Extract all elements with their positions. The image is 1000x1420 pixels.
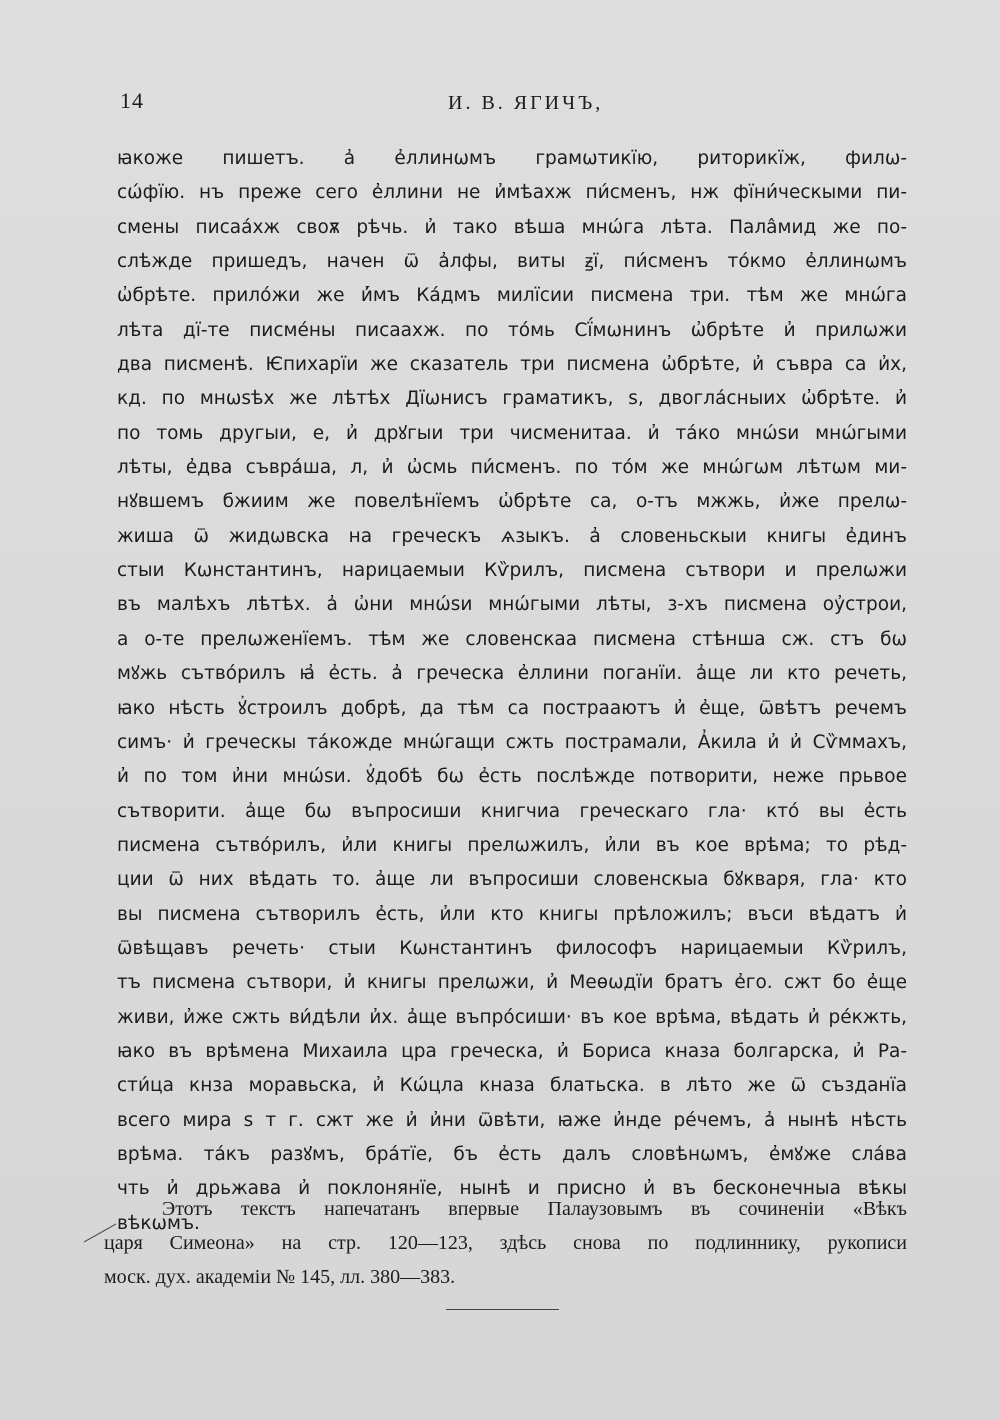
text-line: тъ писмена сътвори, и҆ книгы прелωжи, и҆ Меѳωдїи братъ е҆го. сжт бо е҆ще: [117, 972, 907, 994]
text-line: слѣжде пришедъ, начен ѿ а҆лфы, виты ꙃї, пи́сменъ то́кмо е҆ллинωмъ: [117, 251, 907, 273]
running-head: И. В. ЯГИЧЪ,: [448, 92, 604, 114]
text-line: вы писмена сътворилъ е҆сть, и҆ли кто книгы прѣложилъ; въси вѣдатъ и҆: [117, 903, 907, 925]
text-line: и҆ по том и҆ни мнѡ́ѕи. ꙋ҆добѣ бω е҆сть послѣжде потворити, неже прьвое: [117, 766, 907, 788]
text-line: чть и҆ дрьжава и҆ поклонянїе, нынѣ и присно и҆ въ бесконечныа вѣкы: [117, 1178, 907, 1200]
text-line: ции ѿ них вѣдать то. а҆ще ли въпросиши словенскыа бꙋкваря, гла· кто: [117, 869, 907, 891]
text-line: въ малѣхъ лѣтѣх. а҆ ѡ҆ни мнѡ́ѕи мнѡ́гыми лѣты, з-хъ писмена оу҆строи,: [117, 594, 907, 616]
text-line: врѣма. та́къ разꙋмъ, бра́тїе, бъ е҆сть далъ словѣнωмъ, е҆мꙋже сла́ва: [117, 1143, 907, 1165]
text-line: стыи Кωнстантинъ, нарицаемыи Кѷрилъ, писмена сътвори и прелωжи: [117, 560, 907, 582]
text-line: живи, и҆же сжть ви́дѣли и҆х. а҆ще въпро́сиши· въ кое врѣма, вѣдать и҆ ре́кжть,: [117, 1006, 907, 1028]
note-line: моск. дух. академіи № 145, лл. 380—383.: [104, 1266, 456, 1288]
section-divider: [446, 1309, 559, 1310]
note-line: Этотъ текстъ напечатанъ впервые Палаузовымъ въ сочиненіи «Вѣкъ: [162, 1198, 907, 1220]
text-line: лѣта дї-те писме́ны писаахж. по то́мь Сї́мωнинъ ѡ҆брѣте и҆ прилωжи: [117, 319, 907, 341]
text-line: вѣкωмъ.: [117, 1212, 200, 1234]
text-line: всего мира ѕ т г. сжт же и҆ и҆ни ѿвѣти, ꙗже и҆нде ре́чемъ, а҆ нынѣ нѣсть: [117, 1109, 907, 1131]
text-line: писмена сътво́рилъ, и҆ли книгы прелωжилъ, и҆ли въ кое врѣма; то рѣд-: [117, 834, 907, 856]
text-line: ꙗко нѣсть ꙋ҆строилъ добрѣ, да тѣм са пострааютъ и҆ е҆ще, ѿвѣтъ речемъ: [117, 697, 907, 719]
text-line: нꙋвшемъ бжиим же повелѣнїемъ ѡ҆брѣте са, о-тъ мжжь, и҆же прелω-: [117, 491, 907, 513]
text-line: ꙗкоже пишетъ. а҆ е҆ллинωмъ грамωтикїю, риторикїж, филω-: [117, 148, 907, 169]
page-number: 14: [120, 88, 144, 113]
text-line: по томь другыи, е, и҆ дрꙋгыи три чисменитаа. и҆ та́ко мнѡ́ѕи мнѡ́гыми: [117, 422, 907, 444]
text-line: жиша ѿ жидωвска на греческъ ѧзыкъ. а҆ словеньскыи книгы е҆динъ: [117, 525, 907, 547]
text-line: лѣты, е҆два съвра́ша, л, и҆ ѡ҆смь пи́сменъ. по то́м же мнѡ́гωм лѣтωм ми-: [117, 457, 907, 479]
old-slavonic-text: [117, 142, 907, 1275]
text-line: сти́ца кнза моравьска, и҆ Кѡ́цла кназа блатьска. в лѣто же ѿ създанїа: [117, 1075, 907, 1097]
text-line: сътворити. а҆ще бω въпросиши книгчиа греческаго гла· кто́ вы е҆сть: [117, 800, 907, 822]
text-line: смены писаа́хж своѫ рѣчь. и҆ тако вѣша мнѡ́га лѣта. Пала̂мид же по-: [117, 216, 907, 238]
text-line: симъ· и҆ греческы та́кожде мнѡ́гащи сжть пострамали, А҆кила и҆ и҆ Сѷммахъ,: [117, 731, 907, 753]
note-line: царя Симеона» на стр. 120—123, здѣсь снова по подлиннику, рукописи: [104, 1232, 907, 1254]
text-line: сώфїю. нъ преже сего е҆ллини не и҆мѣахж пи́сменъ, нж фїни́ческыми пи-: [117, 182, 907, 204]
text-line: кд. по мнωѕѣх же лѣтѣх Дїωнисъ граматикъ, ѕ, двогла́сныих ѡ҆брѣте. и҆: [117, 388, 907, 410]
text-line: а о-те прелωженїемъ. тѣм же словенскаа писмена стѣнша сж. стъ бω: [117, 628, 907, 650]
text-line: мꙋжь сътво́рилъ ꙗ҆ е҆сть. а҆ греческа е҆ллини поганїи. а҆ще ли кто речеть,: [117, 663, 907, 685]
text-line: ѿвѣщавъ речеть· стыи Кωнстантинъ философъ нарицаемыи Кѷрилъ,: [117, 937, 907, 959]
text-line: ѡ҆брѣте. прило́жи же и҆́мъ Ка́дмъ милїсии писмена три. тѣм же мнѡ́га: [117, 285, 907, 307]
text-line: ꙗко въ врѣмена Михаила цра греческа, и҆ Бориса кназа болгарска, и҆ Ра-: [117, 1040, 907, 1062]
text-line: два писменѣ. Ѥпихарїи же сказатель три писмена ѡ҆брѣте, и҆ съвра са и҆х,: [117, 354, 907, 376]
editor-note: [104, 1192, 907, 1294]
